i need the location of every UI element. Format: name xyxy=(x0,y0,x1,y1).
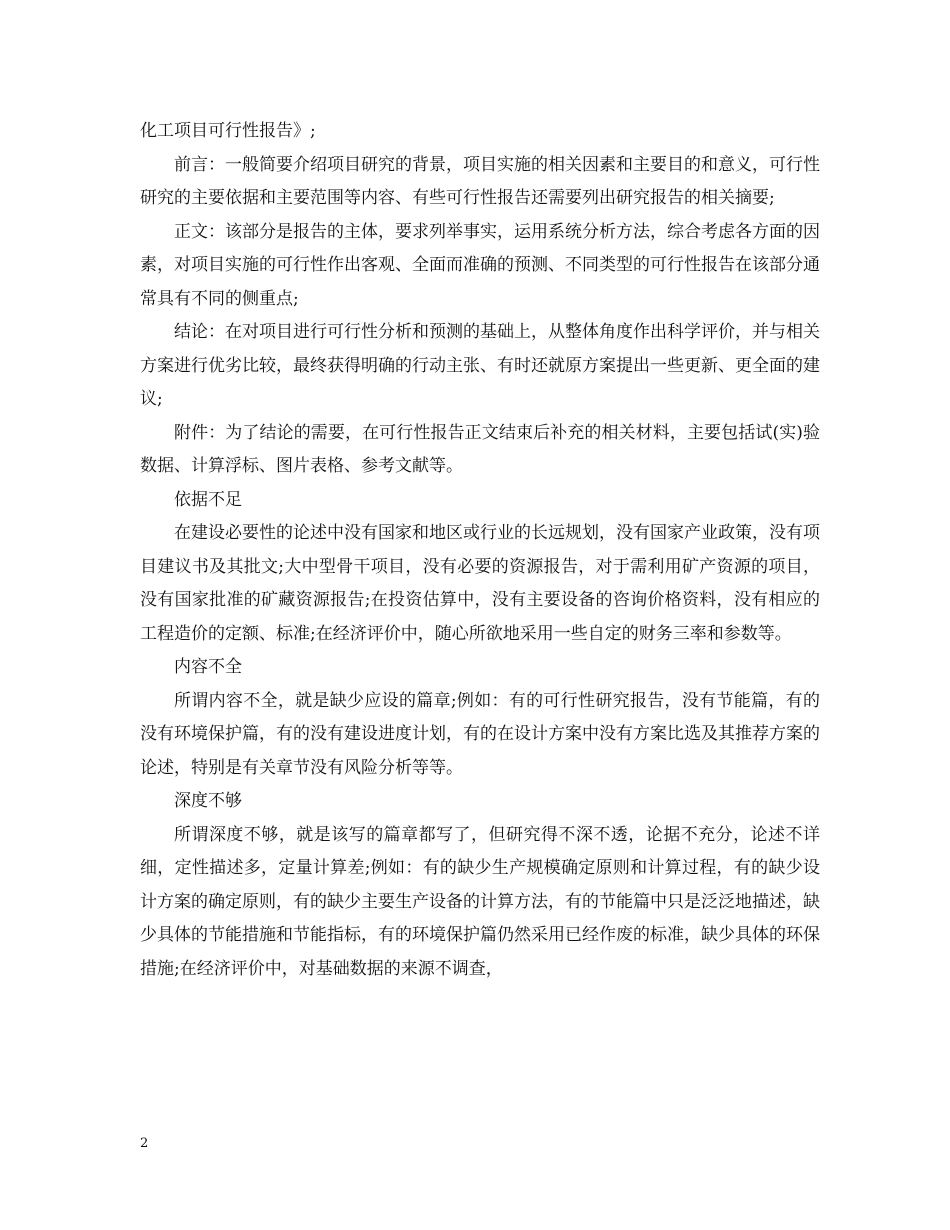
page-number: 2 xyxy=(140,1136,149,1151)
paragraph-conclusion: 结论：在对项目进行可行性分析和预测的基础上，从整体角度作出科学评价，并与相关方案进行优劣比较，最终获得明确的行动主张、有时还就原方案提出一些更新、更全面的建议; xyxy=(140,322,820,409)
paragraph-continuation: 化工项目可行性报告》; xyxy=(140,121,316,141)
paragraph-insufficient-basis: 在建设必要性的论述中没有国家和地区或行业的长远规划，没有国家产业政策，没有项目建议书及其批文;大中型骨干项目，没有必要的资源报告，对于需利用矿产资源的项目，没有国家批准的矿藏资源报告;在投资估算中，没有主要设备的咨询价格资料，没有相应的工程造价的定额、标准;在经济评价中，随心所欲地采用一些自定的财务三率和参数等。 xyxy=(140,523,820,644)
paragraph-appendix: 附件：为了结论的需要，在可行性报告正文结束后补充的相关材料，主要包括试(实)验数据、计算浮标、图片表格、参考文献等。 xyxy=(140,422,820,476)
paragraph-preface: 前言：一般简要介绍项目研究的背景，项目实施的相关因素和主要目的和意义，可行性研究的主要依据和主要范围等内容、有些可行性报告还需要列出研究报告的相关摘要; xyxy=(140,154,820,208)
heading-incomplete-content: 内容不全 xyxy=(174,657,242,677)
heading-insufficient-depth: 深度不够 xyxy=(174,791,242,811)
document-body xyxy=(140,115,820,986)
paragraph-incomplete-content: 所谓内容不全，就是缺少应设的篇章;例如：有的可行性研究报告，没有节能篇，有的没有环境保护篇，有的没有建设进度计划，有的在设计方案中没有方案比选及其推荐方案的论述，特别是有关章节没有风险分析等等。 xyxy=(140,690,820,778)
paragraph-main-text: 正文：该部分是报告的主体，要求列举事实，运用系统分析方法，综合考虑各方面的因素，对项目实施的可行性作出客观、全面而准确的预测、不同类型的可行性报告在该部分通常具有不同的侧重点; xyxy=(140,221,820,309)
paragraph-insufficient-depth: 所谓深度不够，就是该写的篇章都写了，但研究得不深不透，论据不充分，论述不详细，定性描述多，定量计算差;例如：有的缺少生产规模确定原则和计算过程，有的缺少设计方案的确定原则，有的缺少主要生产设备的计算方法，有的节能篇中只是泛泛地描述，缺少具体的节能措施和节能指标，有的环境保护篇仍然采用已经作废的标准，缺少具体的环保措施;在经济评价中，对基础数据的来源不调查， xyxy=(140,824,820,979)
heading-insufficient-basis: 依据不足 xyxy=(174,489,242,510)
